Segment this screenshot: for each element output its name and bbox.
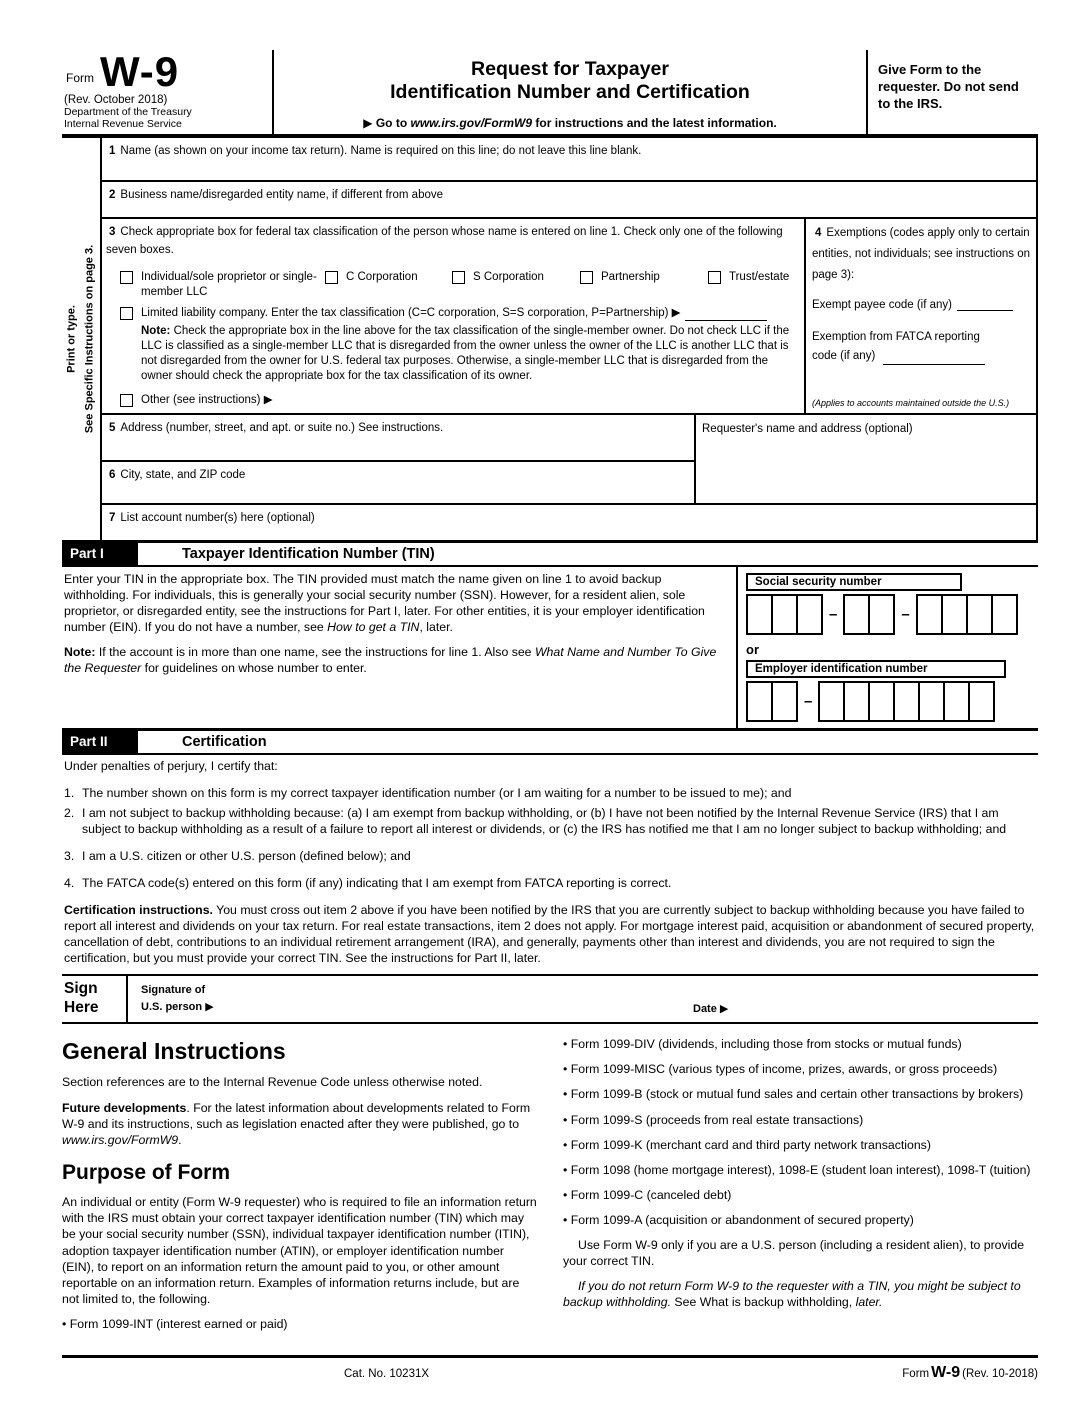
instructions-left-column <box>62 1036 537 1341</box>
line2-label: Business name/disregarded entity name, if different from above <box>120 189 444 202</box>
header-left-block <box>62 50 274 134</box>
part2-title: Certification <box>182 734 267 751</box>
city-state-zip-field[interactable] <box>102 462 694 503</box>
option-c-corporation <box>325 270 452 300</box>
goto-instructions-line <box>282 116 858 130</box>
give-form-note: Give Form to the requester. Do not send to the IRS. <box>878 62 1019 111</box>
llc-option-label <box>141 306 767 321</box>
line1-label: Name (as shown on your income tax return). Name is required on this line; do not leave this line blank. <box>120 145 642 158</box>
signature-row <box>62 974 1038 1024</box>
form-type-bullet: • Form 1099-A (acquisition or abandonment of secured property) <box>563 1212 1038 1228</box>
address-field[interactable] <box>102 415 694 462</box>
date-field[interactable] <box>693 976 1038 1022</box>
line3-number: 3 <box>109 226 116 239</box>
part1-instructions <box>62 567 736 728</box>
certification-item <box>64 876 1036 892</box>
item-text: I am not subject to backup withholding because: (a) I am exempt from backup withholding, or (b) I have not been notified by the Internal Revenue Service (IRS) that I am subject to backup withholding as a result of a failure to report all interest or dividends, or (c) the IRS has notified me that I am no longer subject to backup withholding; and <box>82 806 1007 837</box>
catalog-number: Cat. No. 10231X <box>344 1368 430 1381</box>
checkbox-other[interactable] <box>120 394 133 407</box>
exempt-payee-label: Exempt payee code (if any) <box>812 299 952 312</box>
form-type-bullet: • Form 1099-B (stock or mutual fund sales and certain other transactions by brokers) <box>563 1086 1038 1102</box>
sign-here-label <box>62 976 126 1022</box>
tin-paragraph <box>64 572 724 636</box>
item-text: The FATCA code(s) entered on this form (if any) indicating that I am exempt from FATCA reporting is correct. <box>82 876 672 891</box>
form-word-label: Form <box>66 70 94 85</box>
other-option-row <box>120 393 798 408</box>
see-suffix: on page 3. <box>83 245 95 303</box>
form-type-bullet: • Form 1098 (home mortgage interest), 1098-E (student loan interest), 1098-T (tuition) <box>563 1162 1038 1178</box>
here-word: Here <box>64 998 99 1016</box>
line7-label: List account number(s) here (optional) <box>120 512 315 525</box>
business-name-field[interactable] <box>102 182 1036 219</box>
line4-label: Exemptions (codes apply only to certain entities, not individuals; see instructions on page 3): <box>812 227 1030 281</box>
checkbox-partnership[interactable] <box>580 271 593 284</box>
ssn-digit-cell[interactable] <box>941 594 968 635</box>
ein-digit-cell[interactable] <box>943 681 970 722</box>
certification-intro: Under penalties of perjury, I certify that: <box>64 759 278 774</box>
sidebar-rotated-text <box>63 245 98 433</box>
future-developments-bold: Future developments <box>62 1100 187 1115</box>
exemptions-cell <box>806 219 1036 413</box>
checkbox-llc[interactable] <box>120 307 133 320</box>
tin-paragraph-italic: How to get a TIN <box>327 620 420 635</box>
form-type-bullet: • Form 1099-K (merchant card and third party network transactions) <box>563 1137 1038 1153</box>
llc-classification-blank[interactable] <box>685 309 767 321</box>
checkbox-s-corporation[interactable] <box>452 271 465 284</box>
option-s-corporation <box>452 270 580 300</box>
requester-name-address-field[interactable] <box>696 415 1036 503</box>
ssn-input <box>746 594 1038 635</box>
name-field[interactable] <box>102 138 1036 182</box>
form-field-table <box>62 138 1038 543</box>
part2-bar <box>62 728 1038 755</box>
item-number: 2. <box>64 806 75 821</box>
option-s-corporation-label: S Corporation <box>473 271 544 284</box>
tin-paragraph-text: Enter your TIN in the appropriate box. The TIN provided must match the name given on line 1 to avoid backup withholding. For individuals, this is generally your social security number (SSN). However, for a resident alien, sole proprietor, or disregarded entity, see the instructions for Part I, later. For other entities, it is your employer identification number (EIN). If you do not have a number, see <box>64 572 705 635</box>
backup-withholding-mid: See <box>671 1295 700 1310</box>
line3-label: Check appropriate box for federal tax classification of the person whose name is entered on line 1. Check only one of the following seven boxes. <box>106 226 783 257</box>
line6-label: City, state, and ZIP code <box>120 469 246 482</box>
us-person-label: U.S. person <box>141 1001 206 1014</box>
ssn-digit-cell[interactable] <box>746 594 773 635</box>
arrow-right-icon: ▶ <box>263 393 273 406</box>
form-title-line2: Identification Number and Certification <box>390 81 750 103</box>
certification-instructions-text: You must cross out item 2 above if you have been notified by the IRS that you are currently subject to backup withholding because you have failed to report all interest and dividends on your tax return. For real estate transactions, item 2 does not apply. For mortgage interest paid, acquisition or abandonment of secured property, cancellation of debt, contributions to an individual retirement arrangement (IRA), and generally, payments other than interest and dividends, you are not required to sign the certification, but you must provide your correct TIN. See the instructions for Part II, later. <box>64 903 1035 966</box>
header-center-block <box>274 50 868 134</box>
tin-note-end: for guidelines on whose number to enter. <box>141 661 367 676</box>
ein-label: Employer identification number <box>746 660 1006 678</box>
form-type-bullet: • Form 1099-INT (interest earned or paid) <box>62 1316 537 1332</box>
certification-instructions <box>64 903 1036 967</box>
left-margin-sidebar <box>62 138 100 540</box>
signature-field[interactable] <box>126 976 693 1022</box>
footer-form-id <box>902 1364 1038 1382</box>
form-number-line <box>64 48 266 95</box>
option-partnership-label: Partnership <box>601 271 660 284</box>
tin-note-paragraph <box>64 645 724 677</box>
date-label <box>693 1002 728 1015</box>
future-developments-url: www.irs.gov/FormW9 <box>62 1132 179 1147</box>
ein-dash: – <box>804 693 813 711</box>
form-type-bullet: • Form 1099-MISC (various types of income, prizes, awards, or gross proceeds) <box>563 1061 1038 1077</box>
or-label: or <box>746 642 759 658</box>
ein-digit-cell[interactable] <box>818 681 845 722</box>
print-or-type-label: Print or type. <box>65 305 78 374</box>
ssn-digit-cell[interactable] <box>966 594 993 635</box>
llc-note <box>141 324 790 385</box>
part1-tag: Part I <box>62 543 138 565</box>
item-number: 4. <box>64 876 75 891</box>
form-revision: (Rev. October 2018) <box>64 93 168 106</box>
form-title-line1: Request for Taxpayer <box>471 58 669 80</box>
certification-item <box>64 786 1036 802</box>
form-type-bullet: • Form 1099-DIV (dividends, including those from stocks or mutual funds) <box>563 1036 1038 1052</box>
line7-number: 7 <box>109 512 116 525</box>
form-title <box>282 58 858 104</box>
ssn-digit-cell[interactable] <box>796 594 823 635</box>
ssn-digit-cell[interactable] <box>916 594 943 635</box>
llc-note-bold: Note: <box>141 324 171 337</box>
ein-digit-cell[interactable] <box>771 681 798 722</box>
line5-label: Address (number, street, and apt. or suite no.) See instructions. <box>120 422 444 435</box>
fatca-code-blank[interactable] <box>883 353 985 365</box>
use-form-paragraph: Use Form W-9 only if you are a U.S. person (including a resident alien), to provide your correct TIN. <box>563 1238 1025 1269</box>
ssn-group-3 <box>916 594 1018 635</box>
goto-prefix: Go to <box>372 116 411 130</box>
item-text: I am a U.S. citizen or other U.S. person (defined below); and <box>82 849 411 864</box>
ssn-digit-cell[interactable] <box>991 594 1018 635</box>
part1-bar <box>62 543 1038 567</box>
certification-instructions-bold: Certification instructions. <box>64 903 213 918</box>
part1-body <box>62 567 1038 728</box>
classification-options <box>120 270 798 300</box>
form-type-bullet: • Form 1099-C (canceled debt) <box>563 1187 1038 1203</box>
checkbox-trust-estate[interactable] <box>708 271 721 284</box>
other-label-text: Other (see instructions) <box>141 393 264 406</box>
address-cells <box>102 415 696 503</box>
footer-form-word: Form <box>902 1368 930 1381</box>
arrow-right-icon: ▶ <box>671 306 681 319</box>
backup-withholding-paragraph <box>563 1278 1038 1310</box>
option-individual <box>120 270 325 300</box>
ssn-group-1 <box>746 594 823 635</box>
address-and-requester-row <box>102 415 1036 505</box>
ssn-digit-cell[interactable] <box>771 594 798 635</box>
account-numbers-field[interactable] <box>102 505 1036 540</box>
footer-revision: (Rev. 10-2018) <box>962 1368 1038 1381</box>
see-prefix: See <box>83 410 95 434</box>
arrow-right-icon: ▶ <box>719 1003 729 1016</box>
arrow-right-icon: ▶ <box>363 116 373 130</box>
section-references-paragraph: Section references are to the Internal Revenue Code unless otherwise noted. <box>62 1075 483 1090</box>
page-footer <box>62 1355 1038 1382</box>
fatca-exemption-line <box>812 328 1030 365</box>
line4-number: 4 <box>815 227 822 240</box>
ssn-group-2 <box>843 594 895 635</box>
specific-instructions-label <box>81 245 99 433</box>
line4-label-line <box>812 222 1030 284</box>
checkbox-c-corporation[interactable] <box>325 271 338 284</box>
irs-url-text: www.irs.gov/FormW9 <box>410 116 533 130</box>
exempt-payee-code-blank[interactable] <box>957 299 1013 311</box>
date-label-text: Date <box>693 1003 720 1016</box>
line6-number: 6 <box>109 469 116 482</box>
applies-note: (Applies to accounts maintained outside the U.S.) <box>812 398 1010 409</box>
tin-note-text: If the account is in more than one name, see the instructions for line 1. Also see <box>95 645 535 660</box>
ein-input <box>746 681 1038 722</box>
ssn-digit-cell[interactable] <box>843 594 870 635</box>
classification-and-exemptions-row <box>102 219 1036 415</box>
part1-title: Taxpayer Identification Number (TIN) <box>182 546 435 563</box>
exempt-payee-line <box>812 299 1030 311</box>
instructions-right-column <box>563 1036 1038 1341</box>
future-developments-paragraph <box>62 1100 537 1148</box>
fields-grid <box>100 138 1038 540</box>
ein-digit-cell[interactable] <box>868 681 895 722</box>
future-developments-end: . <box>178 1132 182 1147</box>
ein-group-2 <box>818 681 995 722</box>
tin-note-italic: What Name and Number To Give the Requester <box>64 645 717 676</box>
footer-form-number: W-9 <box>931 1364 961 1382</box>
tin-paragraph-end: , later. <box>419 620 453 635</box>
fatca-label-line1: Exemption from FATCA reporting <box>812 331 980 344</box>
department-label: Department of the Treasury <box>64 105 192 118</box>
backup-withholding-ref: What is backup withholding, <box>699 1295 853 1310</box>
line1-number: 1 <box>109 145 116 158</box>
signature-of-label: Signature of <box>141 984 206 997</box>
requester-label: Requester's name and address (optional) <box>702 423 913 436</box>
part2-tag: Part II <box>62 731 138 753</box>
form-number-label: W-9 <box>100 48 180 95</box>
form-content <box>62 50 1038 1382</box>
checkbox-individual[interactable] <box>120 271 133 284</box>
line2-number: 2 <box>109 189 116 202</box>
other-option-label <box>141 393 273 408</box>
backup-withholding-end: later. <box>852 1295 883 1310</box>
option-individual-label: Individual/sole proprietor or single-member LLC <box>141 271 317 298</box>
tin-entry-column <box>736 567 1038 728</box>
instructions-columns <box>62 1036 1038 1341</box>
item-number: 1. <box>64 786 75 801</box>
ein-digit-cell[interactable] <box>746 681 773 722</box>
backup-withholding-italic: If you do not return Form W-9 to the requester with a TIN, you might be subject to backup withholding. <box>563 1279 1021 1310</box>
ein-digit-cell[interactable] <box>843 681 870 722</box>
line3-label-line <box>106 222 798 258</box>
llc-note-text: Check the appropriate box in the line above for the tax classification of the single-member owner. Do not check LLC if the LLC is classified as a single-member LLC that is disregarded from the owner unless the owner of the LLC is another LLC that is not disregarded from the owner for U.S. federal tax purposes. Otherwise, a single-member LLC that is disregarded from the owner should check the appropriate box for the tax classification of its owner. <box>141 324 790 383</box>
purpose-paragraph: An individual or entity (Form W-9 requester) who is required to file an information return with the IRS must obtain your correct taxpayer identification number (TIN) which may be your social security number (SSN), individual taxpayer identification number (ITIN), adoption taxpayer identification number (ATIN), or employer identification number (EIN), to report on an information return the amount paid to you, or other amount reportable on an information return. Examples of information returns include, but are not limited to, the following. <box>62 1195 537 1306</box>
llc-label-text: Limited liability company. Enter the tax classification (C=C corporation, S=S corporation, P=Partnership) <box>141 306 672 319</box>
form-type-bullet: • Form 1099-S (proceeds from real estate transactions) <box>563 1112 1038 1128</box>
general-instructions-heading: General Instructions <box>62 1038 286 1065</box>
fatca-label-line2: code (if any) <box>812 349 876 362</box>
option-c-corporation-label: C Corporation <box>346 271 418 284</box>
ssn-label: Social security number <box>746 573 962 591</box>
item-number: 3. <box>64 849 75 864</box>
ssn-dash: – <box>901 606 910 624</box>
goto-suffix: for instructions and the latest information. <box>532 116 777 130</box>
ein-digit-cell[interactable] <box>968 681 995 722</box>
form-header <box>62 50 1038 138</box>
certification-item <box>64 849 1036 865</box>
llc-option-row <box>120 306 798 321</box>
ein-group-1 <box>746 681 798 722</box>
see-bold: Specific Instructions <box>83 302 95 411</box>
tax-classification-cell <box>102 219 806 413</box>
option-partnership <box>580 270 708 300</box>
item-text: The number shown on this form is my correct taxpayer identification number (or I am waiting for a number to be issued to me); and <box>82 786 792 801</box>
line5-number: 5 <box>109 422 116 435</box>
ssn-digit-cell[interactable] <box>868 594 895 635</box>
option-trust-estate-label: Trust/estate <box>729 271 790 284</box>
option-trust-estate <box>708 270 789 300</box>
service-label: Internal Revenue Service <box>64 117 182 130</box>
arrow-right-icon: ▶ <box>205 1001 214 1014</box>
ssn-dash: – <box>829 606 838 624</box>
tin-note-bold: Note: <box>64 645 96 660</box>
future-developments-text: . For the latest information about developments related to Form W-9 and its instructions, such as legislation enacted after they were published, go to <box>62 1100 531 1131</box>
ein-digit-cell[interactable] <box>918 681 945 722</box>
part2-body <box>62 755 1038 974</box>
sign-word: Sign <box>64 980 98 998</box>
certification-item <box>64 806 1036 838</box>
ein-digit-cell[interactable] <box>893 681 920 722</box>
purpose-of-form-heading: Purpose of Form <box>62 1160 231 1184</box>
